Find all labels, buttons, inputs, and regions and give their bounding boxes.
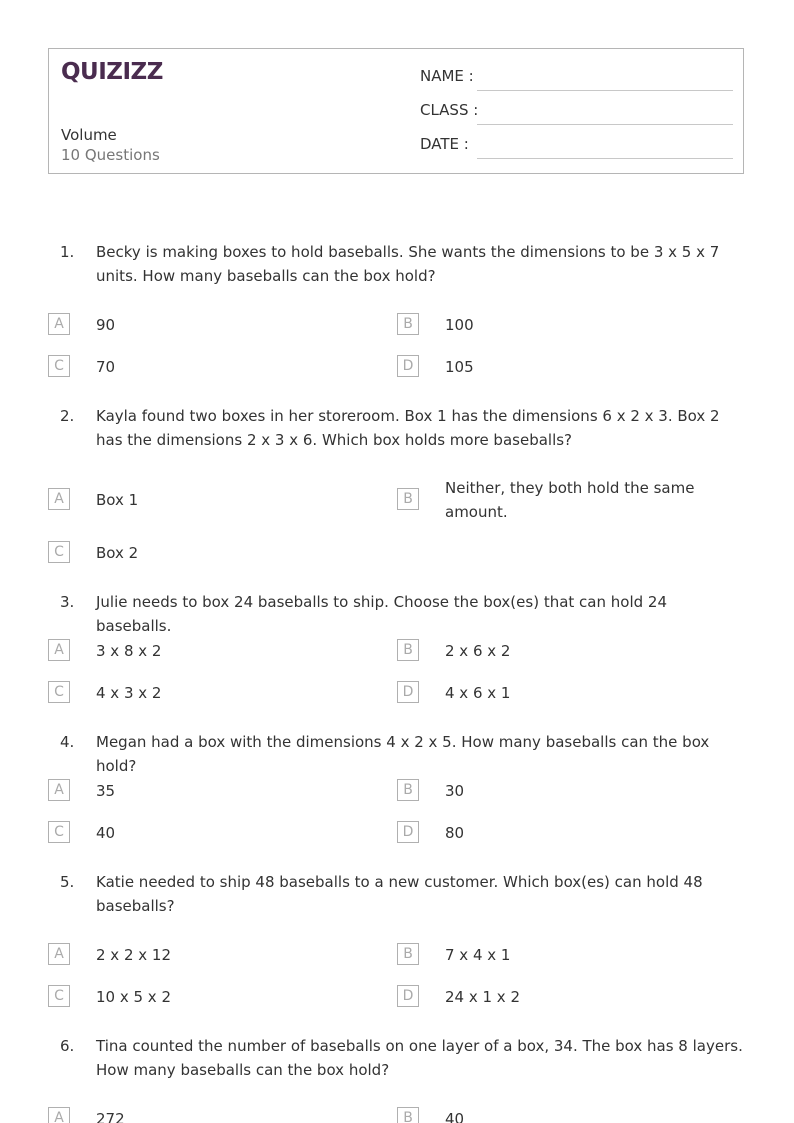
worksheet-header bbox=[48, 48, 744, 174]
option-text: 40 bbox=[96, 824, 116, 842]
option-letter-box: C bbox=[48, 821, 70, 843]
option-text: 90 bbox=[96, 316, 116, 334]
name-line[interactable] bbox=[477, 90, 733, 91]
date-field[interactable] bbox=[420, 135, 733, 159]
option-letter-box: B bbox=[397, 779, 419, 801]
option-text: 4 x 3 x 2 bbox=[96, 684, 162, 702]
question-count: 10 Questions bbox=[61, 146, 160, 164]
question-number: 4. bbox=[60, 733, 75, 751]
option-text: 2 x 2 x 12 bbox=[96, 946, 171, 964]
option-text: 70 bbox=[96, 358, 116, 376]
question-text: Katie needed to ship 48 baseballs to a new customer. Which box(es) can hold 48 baseballs? bbox=[96, 873, 703, 915]
quizizz-logo: QUIZIZZ bbox=[61, 59, 163, 85]
option-letter-box: A bbox=[48, 488, 70, 510]
date-line[interactable] bbox=[477, 158, 733, 159]
option-letter-box: B bbox=[397, 488, 419, 510]
option-letter-box: D bbox=[397, 681, 419, 703]
option-letter-box: A bbox=[48, 779, 70, 801]
name-field[interactable] bbox=[420, 67, 733, 91]
name-label: NAME : bbox=[420, 67, 474, 85]
option-letter-box: C bbox=[48, 541, 70, 563]
option-text: 2 x 6 x 2 bbox=[445, 642, 511, 660]
option-letter-box: A bbox=[48, 1107, 70, 1123]
class-label: CLASS : bbox=[420, 101, 479, 119]
option-text: 4 x 6 x 1 bbox=[445, 684, 511, 702]
question-text: Tina counted the number of baseballs on one layer of a box, 34. The box has 8 layers. How many baseballs can the box hold? bbox=[96, 1037, 743, 1079]
option-text: 7 x 4 x 1 bbox=[445, 946, 511, 964]
option-text: Neither, they both hold the same amount. bbox=[445, 479, 695, 521]
option-text: 35 bbox=[96, 782, 116, 800]
option-text: Box 2 bbox=[96, 544, 139, 562]
question-number: 2. bbox=[60, 407, 75, 425]
question-number: 5. bbox=[60, 873, 75, 891]
option-letter-box: B bbox=[397, 943, 419, 965]
option-letter-box: D bbox=[397, 355, 419, 377]
worksheet-title: Volume bbox=[61, 126, 117, 144]
q6-option-a[interactable] bbox=[48, 1101, 378, 1123]
q6-option-b[interactable] bbox=[397, 1101, 727, 1123]
question-text: Becky is making boxes to hold baseballs. She wants the dimensions to be 3 x 5 x 7 units. How many baseballs can the box hold? bbox=[96, 243, 720, 285]
question-number: 1. bbox=[60, 243, 75, 261]
option-text: 105 bbox=[445, 358, 474, 376]
question-text: Megan had a box with the dimensions 4 x 2 x 5. How many baseballs can the box hold? bbox=[96, 733, 710, 775]
option-letter-box: A bbox=[48, 943, 70, 965]
option-letter-box: D bbox=[397, 985, 419, 1007]
option-letter-box: B bbox=[397, 639, 419, 661]
option-letter-box: A bbox=[48, 313, 70, 335]
question-number: 6. bbox=[60, 1037, 75, 1055]
class-field[interactable] bbox=[420, 101, 733, 125]
option-letter-box: D bbox=[397, 821, 419, 843]
question-number: 3. bbox=[60, 593, 75, 611]
option-text: 40 bbox=[445, 1110, 465, 1123]
option-letter-box: B bbox=[397, 313, 419, 335]
option-letter-box: A bbox=[48, 639, 70, 661]
option-text: 272 bbox=[96, 1110, 125, 1123]
option-letter-box: B bbox=[397, 1107, 419, 1123]
option-letter-box: C bbox=[48, 681, 70, 703]
option-text: 24 x 1 x 2 bbox=[445, 988, 520, 1006]
option-text: Box 1 bbox=[96, 491, 139, 509]
option-text: 80 bbox=[445, 824, 465, 842]
option-letter-box: C bbox=[48, 985, 70, 1007]
class-line[interactable] bbox=[477, 124, 733, 125]
question-text: Kayla found two boxes in her storeroom. Box 1 has the dimensions 6 x 2 x 3. Box 2 has the dimensions 2 x 3 x 6. Which box holds more baseballs? bbox=[96, 407, 720, 449]
question-text: Julie needs to box 24 baseballs to ship. Choose the box(es) that can hold 24 baseballs. bbox=[96, 593, 667, 635]
option-letter-box: C bbox=[48, 355, 70, 377]
option-text: 10 x 5 x 2 bbox=[96, 988, 171, 1006]
option-text: 100 bbox=[445, 316, 474, 334]
option-text: 3 x 8 x 2 bbox=[96, 642, 162, 660]
option-text: 30 bbox=[445, 782, 465, 800]
date-label: DATE : bbox=[420, 135, 469, 153]
